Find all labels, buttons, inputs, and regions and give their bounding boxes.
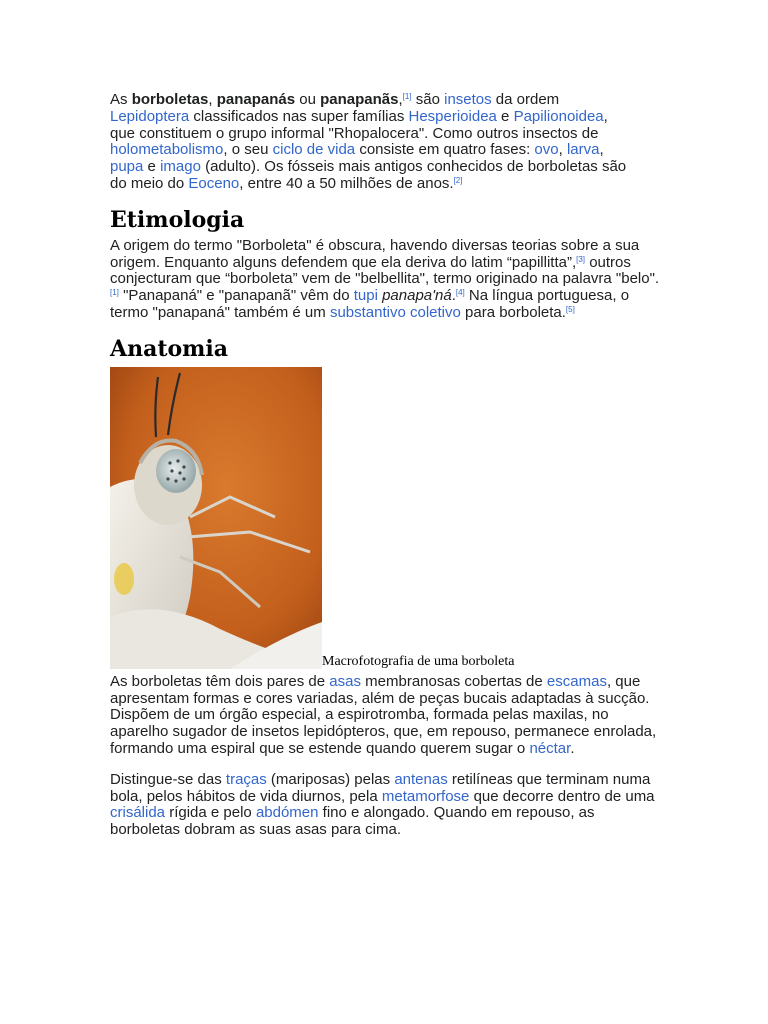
section-heading-anatomia: Anatomia <box>110 335 229 362</box>
link-metamorfose[interactable]: metamorfose <box>381 787 470 805</box>
link-lepidoptera[interactable]: Lepidoptera <box>110 107 190 125</box>
text: , entre 40 a 50 milhões de anos. <box>239 174 454 192</box>
text: e <box>143 158 161 176</box>
link-substantivo-coletivo[interactable]: substantivo coletivo <box>329 303 461 321</box>
italic-term-panapana: panapa'ná <box>382 287 452 305</box>
text: . <box>451 287 456 305</box>
text: "Panapaná" e "panapanã" vêm do <box>118 287 354 305</box>
text: outros conjecturam que “borboleta” vem de "belbellita", termo originado na palavra "belo". <box>110 253 660 288</box>
link-tracas[interactable]: traças <box>225 770 267 788</box>
text: Na língua portuguesa, o termo "panapaná" também é um <box>110 287 630 321</box>
link-pupa[interactable]: pupa <box>110 158 144 176</box>
text: membranosas cobertas de <box>360 672 547 690</box>
text: (adulto). Os fósseis mais antigos conhecidos de borboletas são do meio do <box>110 158 627 192</box>
figure-caption: Macrofotografia de uma borboleta <box>322 653 515 669</box>
link-tupi[interactable]: tupi <box>353 287 378 305</box>
link-hesperioidea[interactable]: Hesperioidea <box>408 107 497 125</box>
text: , <box>558 141 567 159</box>
reference-link-1[interactable]: [1] <box>110 288 119 298</box>
text: As <box>110 91 132 108</box>
link-papilionoidea[interactable]: Papilionoidea <box>513 107 604 125</box>
link-antenas[interactable]: antenas <box>394 770 448 788</box>
link-insetos[interactable]: insetos <box>444 91 492 108</box>
butterfly-macro-photo[interactable] <box>110 367 322 669</box>
text: rígida e pelo <box>165 804 256 822</box>
link-crisalida[interactable]: crisálida <box>110 804 166 822</box>
link-imago[interactable]: imago <box>160 158 201 176</box>
section-heading-etimologia: Etimologia <box>110 206 245 233</box>
text: (mariposas) pelas <box>266 770 395 788</box>
text: ou <box>295 91 321 108</box>
text: , <box>398 91 403 108</box>
text: , que apresentam formas e cores variadas, além de peças bucais adaptadas à sucção. Dispõem de um órgão especial, a espirotromba, formada pelas maxilas, no aparelho sugador de insetos lepidópteros, que, em repouso, permanece enrolada, formando uma espiral que se estende quando querem sugar o <box>110 672 657 757</box>
etimologia-paragraph <box>110 238 660 322</box>
text: , o seu <box>223 141 273 159</box>
bold-term-panapanas-tilde: panapanãs <box>320 91 399 108</box>
link-ciclo-de-vida[interactable]: ciclo de vida <box>272 141 356 159</box>
text: A origem do termo "Borboleta" é obscura, havendo diversas teorias sobre a sua origem. Enquanto alguns defendem que ela deriva do latim “papillitta”, <box>110 236 640 271</box>
text: que decorre dentro de uma <box>469 787 655 805</box>
link-eoceno[interactable]: Eoceno <box>188 174 240 192</box>
text: retilíneas que terminam numa bola, pelos hábitos de vida diurnos, pela <box>110 770 651 805</box>
text: fino e alongado. Quando em repouso, as borboletas dobram as suas asas para cima. <box>110 804 595 839</box>
text: . <box>570 739 575 757</box>
article-content <box>110 92 660 839</box>
text: As borboletas têm dois pares de <box>110 672 330 690</box>
reference-link-4[interactable]: [4] <box>455 288 465 298</box>
reference-link-5[interactable]: [5] <box>565 304 575 314</box>
intro-paragraph <box>110 92 630 193</box>
bold-term-borboletas: borboletas <box>131 91 209 108</box>
text: para borboleta. <box>460 303 566 321</box>
text: consiste em quatro fases: <box>355 141 535 159</box>
text: da ordem <box>491 91 560 108</box>
bold-term-panapanas: panapanás <box>216 91 296 108</box>
text: , <box>208 91 217 108</box>
text: Distingue-se das <box>110 770 226 788</box>
link-larva[interactable]: larva <box>566 141 600 159</box>
link-nectar[interactable]: néctar <box>529 739 571 757</box>
anatomia-paragraph-2 <box>110 772 660 839</box>
text: , que constituem o grupo informal "Rhopalocera". Como outros insectos de <box>110 107 608 142</box>
text: , <box>599 141 604 159</box>
text: e <box>496 107 514 125</box>
reference-link-1[interactable]: [1] <box>402 92 412 101</box>
link-abdomen[interactable]: abdómen <box>255 804 319 822</box>
anatomia-paragraph-1 <box>110 674 660 758</box>
text: classificados nas super famílias <box>189 107 409 125</box>
link-asas[interactable]: asas <box>329 672 361 690</box>
reference-link-3[interactable]: [3] <box>576 254 586 264</box>
link-ovo[interactable]: ovo <box>534 141 559 159</box>
butterfly-figure <box>110 367 660 669</box>
text: são <box>411 91 445 108</box>
reference-link-2[interactable]: [2] <box>453 175 463 185</box>
link-holometabolismo[interactable]: holometabolismo <box>110 141 224 159</box>
link-escamas[interactable]: escamas <box>546 672 607 690</box>
